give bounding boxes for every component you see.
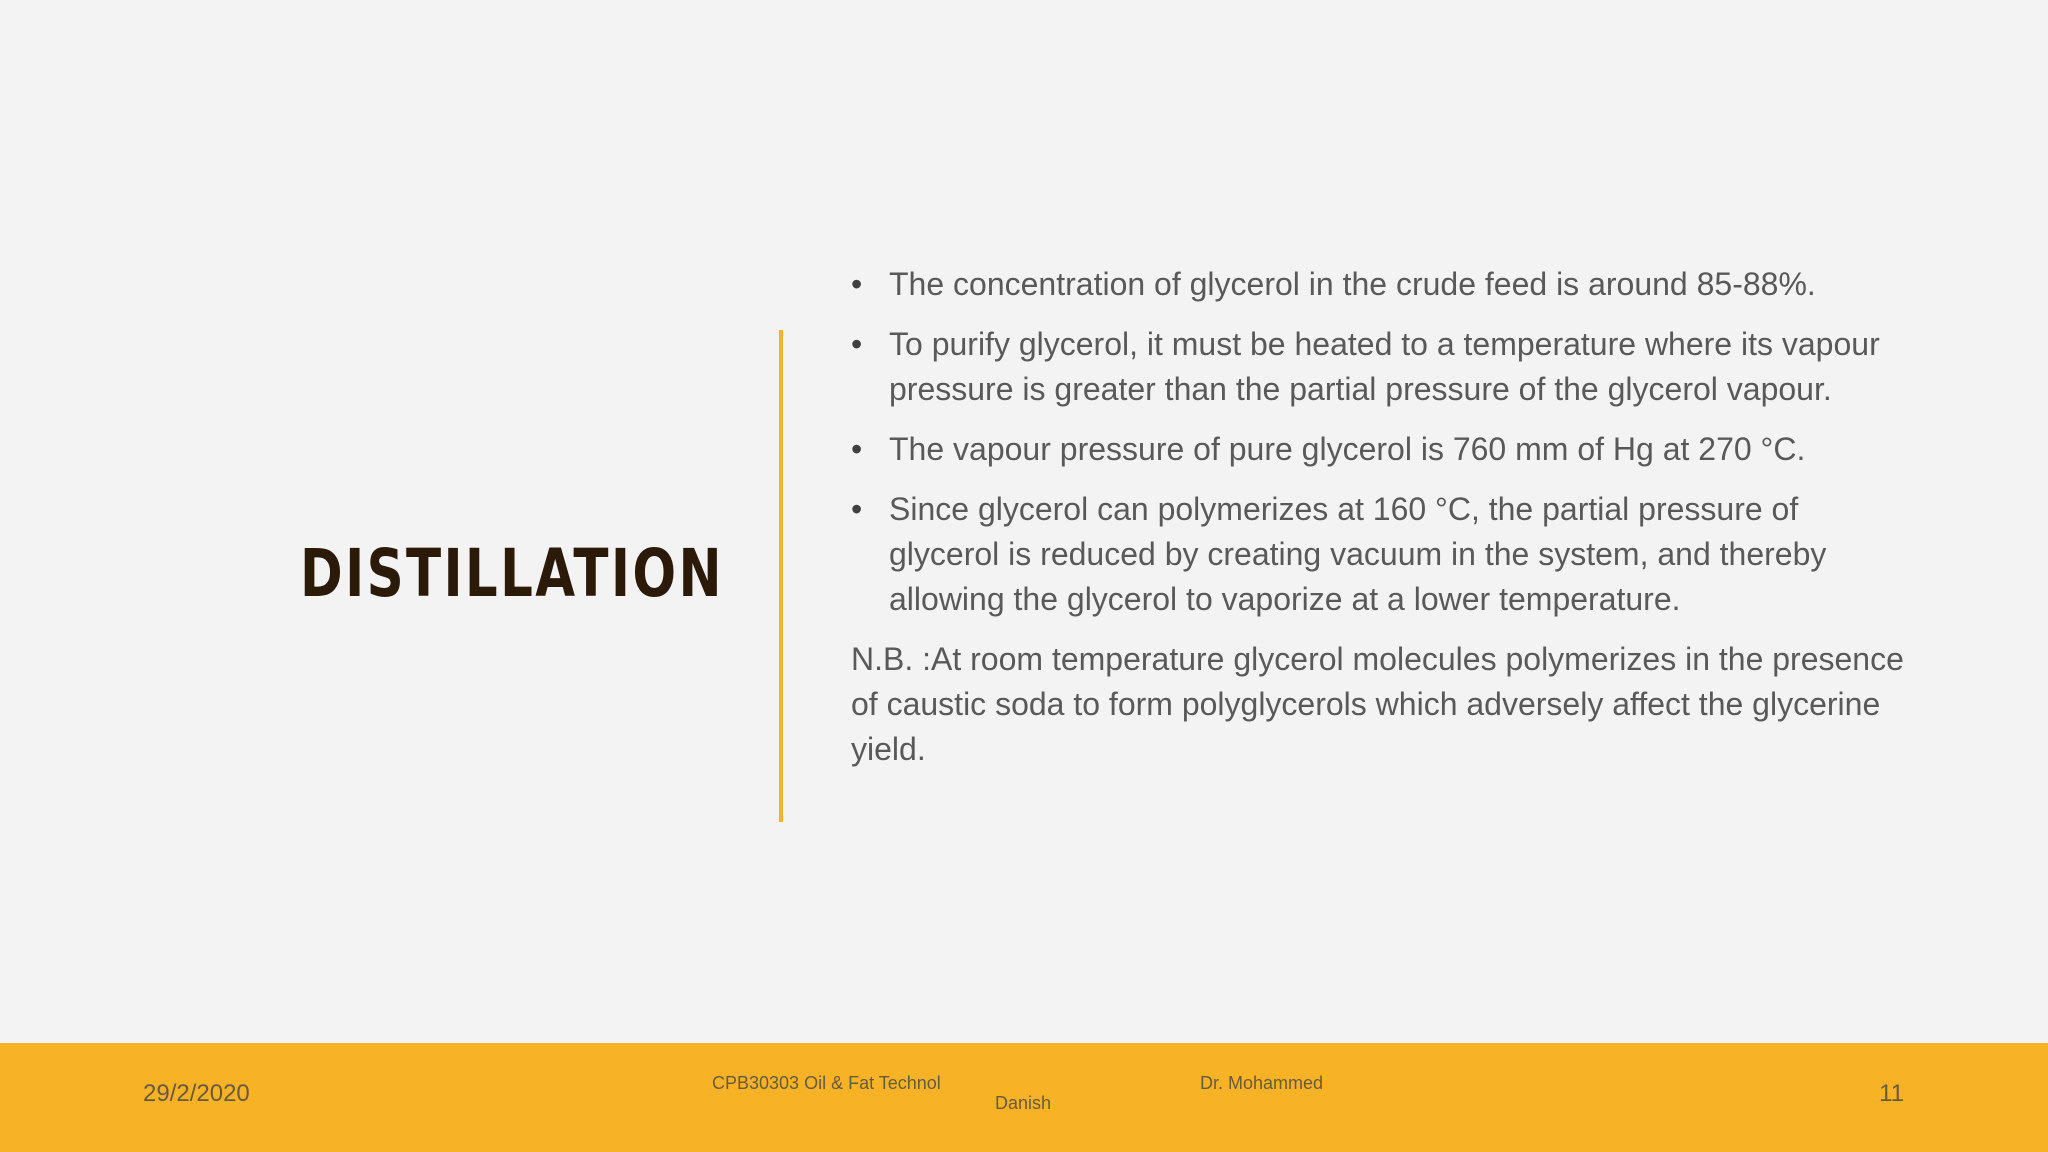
bullet-item: • Since glycerol can polymerizes at 160 °C, the partial pressure of glycerol is reduced by creating vacuum in the system, and thereby allowing the glycerol to vaporize at a lower temperature. [851, 487, 1911, 622]
bullet-item: • The concentration of glycerol in the crude feed is around 85-88%. [851, 262, 1911, 307]
footer-author-line1: Dr. Mohammed [1200, 1073, 1324, 1093]
footer-author-line2: Danish [995, 1093, 1052, 1113]
slide-content [851, 262, 1911, 772]
vertical-divider [779, 330, 783, 822]
bullet-item: • The vapour pressure of pure glycerol is 760 mm of Hg at 270 °C. [851, 427, 1911, 472]
slide-title: DISTILLATION [300, 535, 724, 612]
footer-date: 29/2/2020 [143, 1080, 250, 1107]
footer-course-title: CPB30303 Oil & Fat Technol [712, 1073, 941, 1093]
footer-bar [0, 1043, 2048, 1152]
bullet-item: • To purify glycerol, it must be heated to a temperature where its vapour pressure is greater than the partial pressure of the glycerol vapour. [851, 322, 1911, 412]
note-paragraph: N.B. :At room temperature glycerol molecules polymerizes in the presence of caustic soda to form polyglycerols which adversely affect the glycerine yield. [851, 641, 1904, 767]
footer-page-number: 11 [1879, 1080, 1904, 1107]
bullet-list [851, 262, 1911, 622]
